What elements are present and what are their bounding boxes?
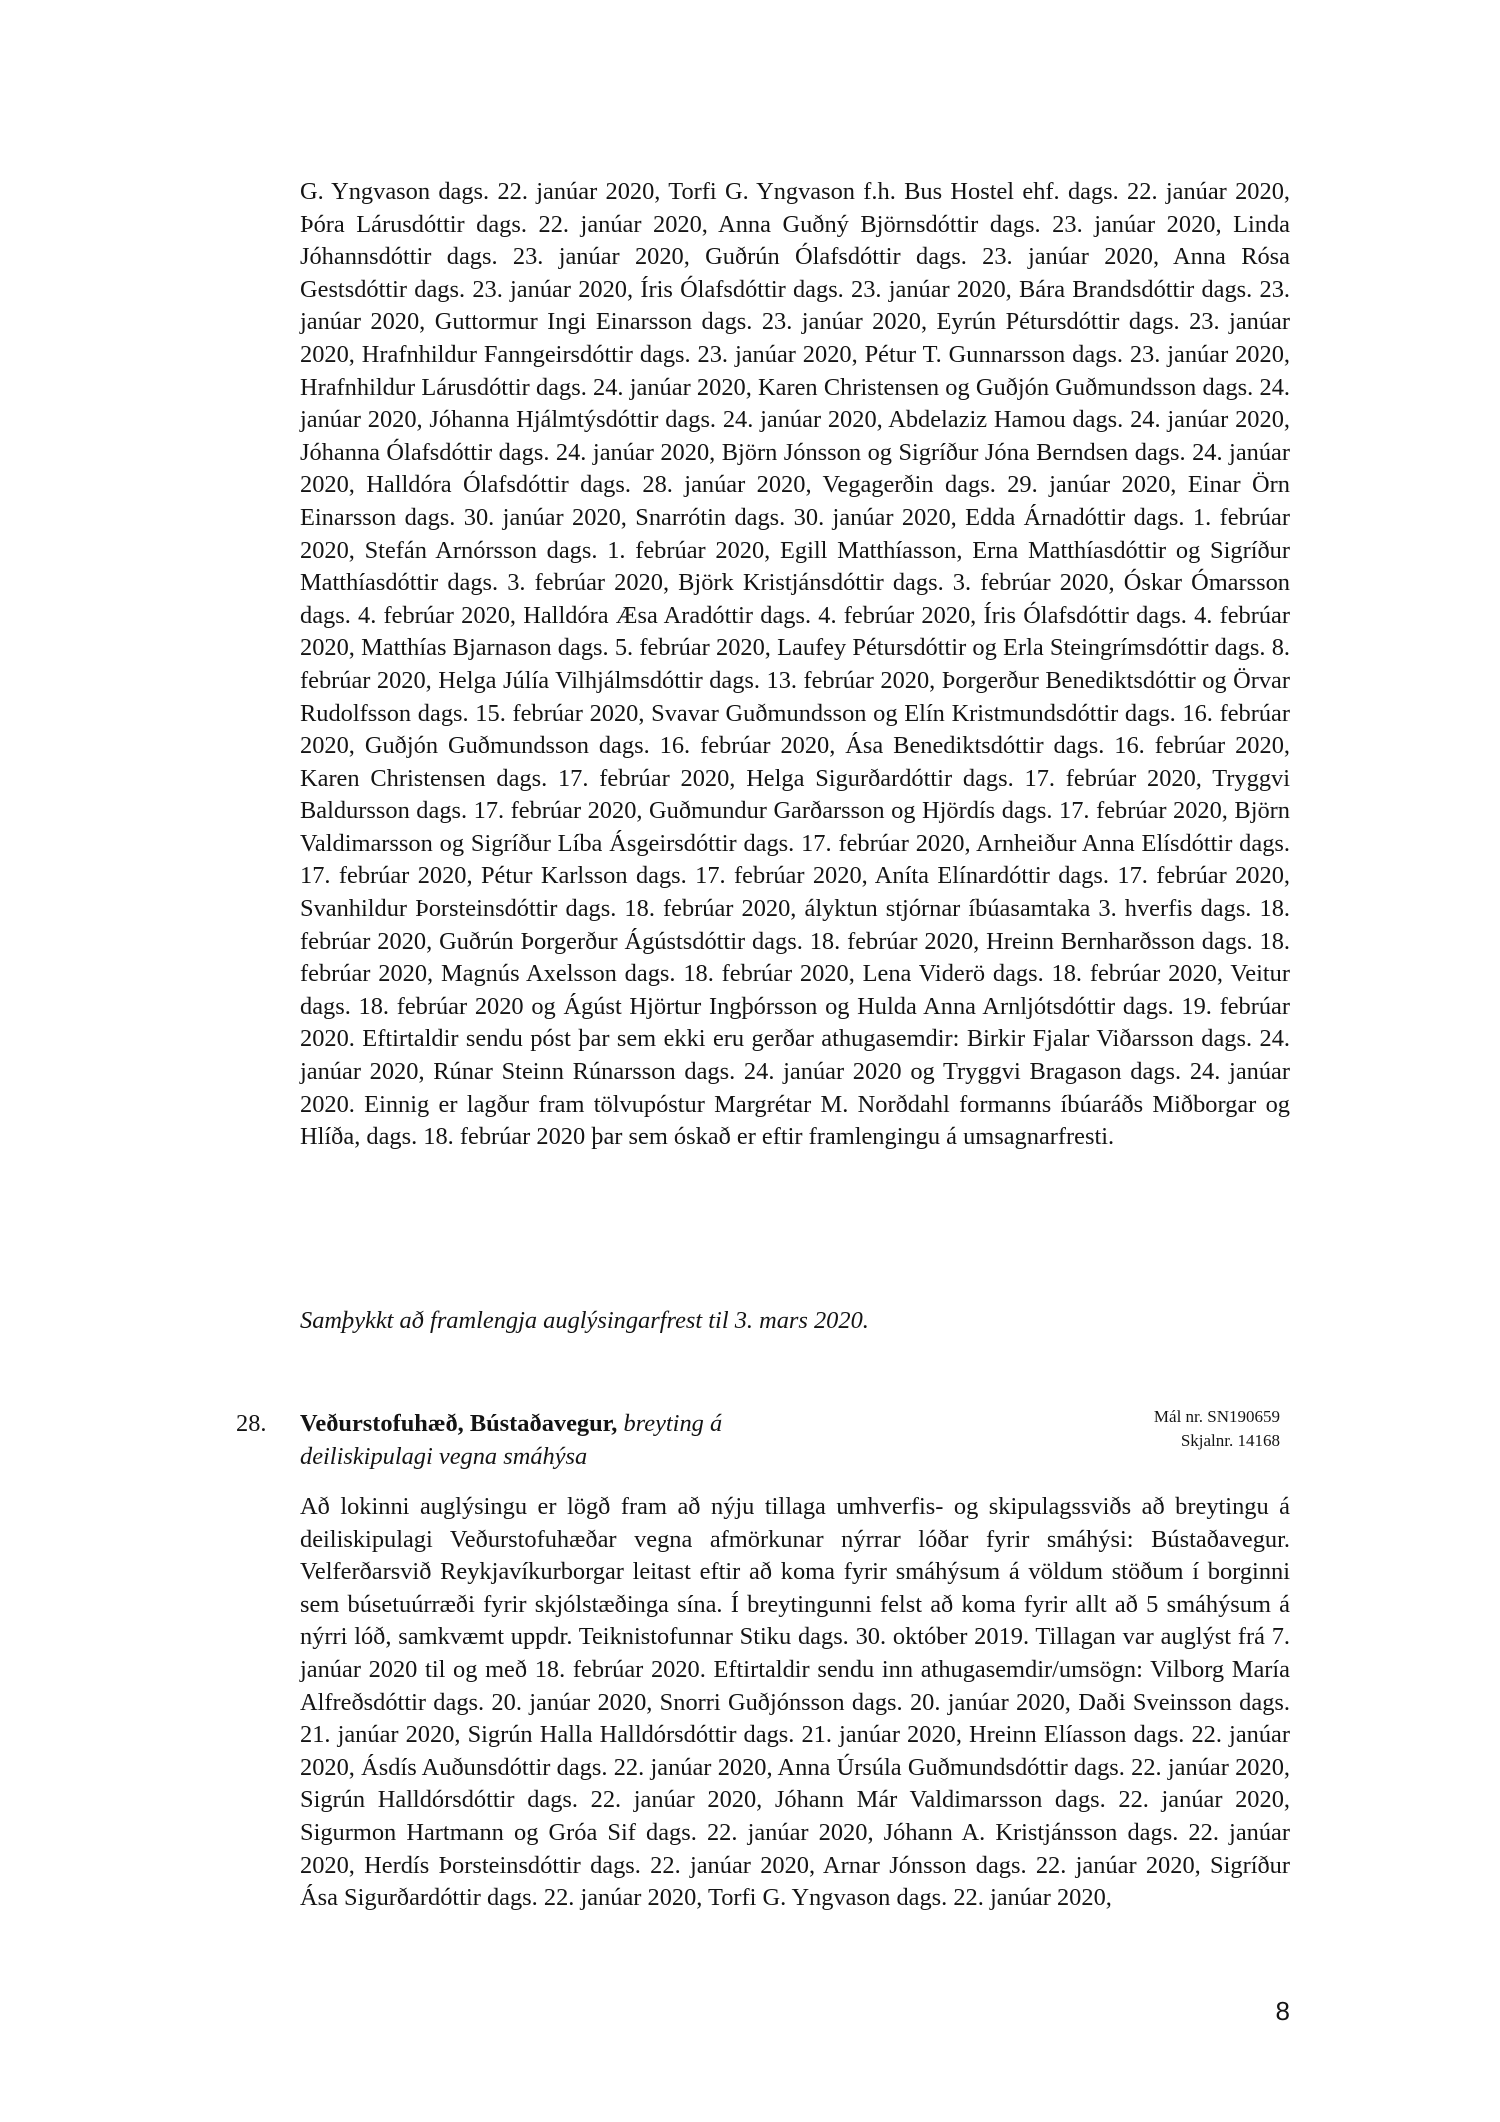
case-reference bbox=[1154, 1405, 1280, 1453]
case-number: Mál nr. SN190659 bbox=[1153, 1407, 1280, 1426]
resolution-text: Samþykkt að framlengja auglýsingarfrest til 3. mars 2020. bbox=[300, 1307, 869, 1334]
paragraph-continuation: G. Yngvason dags. 22. janúar 2020, Torfi G. Yngvason f.h. Bus Hostel ehf. dags. 22. janúar 2020, Þóra Lárusdóttir dags. 22. janúar 2020, Anna Guðný Björnsdóttir dags. 23. janúar 2020, Linda Jóhannsdóttir dags. 23. janúar 2020, Guðrún Ólafsdóttir dags. 23. janúar 2020, Anna Rósa Gestsdóttir dags. 23. janúar 2020, Íris Ólafsdóttir dags. 23. janúar 2020, Bára Brandsdóttir dags. 23. janúar 2020, Guttormur Ingi Einarsson dags. 23. janúar 2020, Eyrún Pétursdóttir dags. 23. janúar 2020, Hrafnhildur Fanngeirsdóttir dags. 23. janúar 2020, Pétur T. Gunnarsson dags. 23. janúar 2020, Hrafnhildur Lárusdóttir dags. 24. janúar 2020, Karen Christensen og Guðjón Guðmundsson dags. 24. janúar 2020, Jóhanna Hjálmtýsdóttir dags. 24. janúar 2020, Abdelaziz Hamou dags. 24. janúar 2020, Jóhanna Ólafsdóttir dags. 24. janúar 2020, Björn Jónsson og Sigríður Jóna Berndsen dags. 24. janúar 2020, Halldóra Ólafsdóttir dags. 28. janúar 2020, Vegagerðin dags. 29. janúar 2020, Einar Örn Einarsson dags. 30. janúar 2020, Snarrótin dags. 30. janúar 2020, Edda Árnadóttir dags. 1. febrúar 2020, Stefán Arnórsson dags. 1. febrúar 2020, Egill Matthíasson, Erna Matthíasdóttir og Sigríður Matthíasdóttir dags. 3. febrúar 2020, Björk Kristjánsdóttir dags. 3. febrúar 2020, Óskar Ómarsson dags. 4. febrúar 2020, Halldóra Æsa Aradóttir dags. 4. febrúar 2020, Íris Ólafsdóttir dags. 4. febrúar 2020, Matthías Bjarnason dags. 5. febrúar 2020, Laufey Pétursdóttir og Erla Steingrímsdóttir dags. 8. febrúar 2020, Helga Júlía Vilhjálmsdóttir dags. 13. febrúar 2020, Þorgerður Benediktsdóttir og Örvar Rudolfsson dags. 15. febrúar 2020, Svavar Guðmundsson og Elín Kristmundsdóttir dags. 16. febrúar 2020, Guðjón Guðmundsson dags. 16. febrúar 2020, Ása Benediktsdóttir dags. 16. febrúar 2020, Karen Christensen dags. 17. febrúar 2020, Helga Sigurðardóttir dags. 17. febrúar 2020, Tryggvi Baldursson dags. 17. febrúar 2020, Guðmundur Garðarsson og Hjördís dags. 17. febrúar 2020, Björn Valdimarsson og Sigríður Líba Ásgeirsdóttir dags. 17. febrúar 2020, Arnheiður Anna Elísdóttir dags. 17. febrúar 2020, Pétur Karlsson dags. 17. febrúar 2020, Aníta Elínardóttir dags. 17. febrúar 2020, Svanhildur Þorsteinsdóttir dags. 18. febrúar 2020, ályktun stjórnar íbúasamtaka 3. hverfis dags. 18. febrúar 2020, Guðrún Þorgerður Ágústsdóttir dags. 18. febrúar 2020, Hreinn Bernharðsson dags. 18. febrúar 2020, Magnús Axelsson dags. 18. febrúar 2020, Lena Viderö dags. 18. febrúar 2020, Veitur dags. 18. febrúar 2020 og Ágúst Hjörtur Ingþórsson og Hulda Anna Arnljótsdóttir dags. 19. febrúar 2020. Eftirtaldir sendu póst þar sem ekki eru gerðar athugasemdir: Birkir Fjalar Viðarsson dags. 24. janúar 2020, Rúnar Steinn Rúnarsson dags. 24. janúar 2020 og Tryggvi Bragason dags. 24. janúar 2020. Einnig er lagður fram tölvupóstur Margrétar M. Norðdahl formanns íbúaráðs Miðborgar og Hlíða, dags. 18. febrúar 2020 þar sem óskað er eftir framlengingu á umsagnarfresti. bbox=[300, 178, 1290, 1151]
item-subtitle: breyting á deiliskipulagi vegna smáhýsa bbox=[300, 1410, 723, 1470]
archive-number: Skjalnr. 14168 bbox=[1180, 1431, 1280, 1450]
item-heading bbox=[300, 1408, 820, 1473]
item-title: Veðurstofuhæð, Bústaðavegur, bbox=[300, 1410, 618, 1437]
item-number: 28. bbox=[236, 1410, 267, 1437]
item-body: Að lokinni auglýsingu er lögð fram að nýju tillaga umhverfis- og skipulagssviðs að breytingu á deiliskipulagi Veðurstofuhæðar vegna afmörkunar nýrrar lóðar fyrir smáhýsi: Bústaðavegur. Velferðarsvið Reykjavíkurborgar leitast eftir að koma fyrir smáhýsum á völdum stöðum í borginni sem búsetuúrræði fyrir skjólstæðinga sína. Í breytingunni felst að koma fyrir allt að 5 smáhýsum á nýrri lóð, samkvæmt uppdr. Teiknistofunnar Stiku dags. 30. október 2019. Tillagan var auglýst frá 7. janúar 2020 til og með 18. febrúar 2020. Eftirtaldir sendu inn athugasemdir/umsögn: Vilborg María Alfreðsdóttir dags. 20. janúar 2020, Snorri Guðjónsson dags. 20. janúar 2020, Daði Sveinsson dags. 21. janúar 2020, Sigrún Halla Halldórsdóttir dags. 21. janúar 2020, Hreinn Elíasson dags. 22. janúar 2020, Ásdís Auðunsdóttir dags. 22. janúar 2020, Anna Úrsúla Guðmundsdóttir dags. 22. janúar 2020, Sigrún Halldórsdóttir dags. 22. janúar 2020, Jóhann Már Valdimarsson dags. 22. janúar 2020, Sigurmon Hartmann og Gróa Sif dags. 22. janúar 2020, Jóhann A. Kristjánsson dags. 22. janúar 2020, Herdís Þorsteinsdóttir dags. 22. janúar 2020, Arnar Jónsson dags. 22. janúar 2020, Sigríður Ása Sigurðardóttir dags. 22. janúar 2020, Torfi G. Yngvason dags. 22. janúar 2020, bbox=[300, 1493, 1290, 1912]
page-number: 8 bbox=[1275, 1996, 1290, 2026]
